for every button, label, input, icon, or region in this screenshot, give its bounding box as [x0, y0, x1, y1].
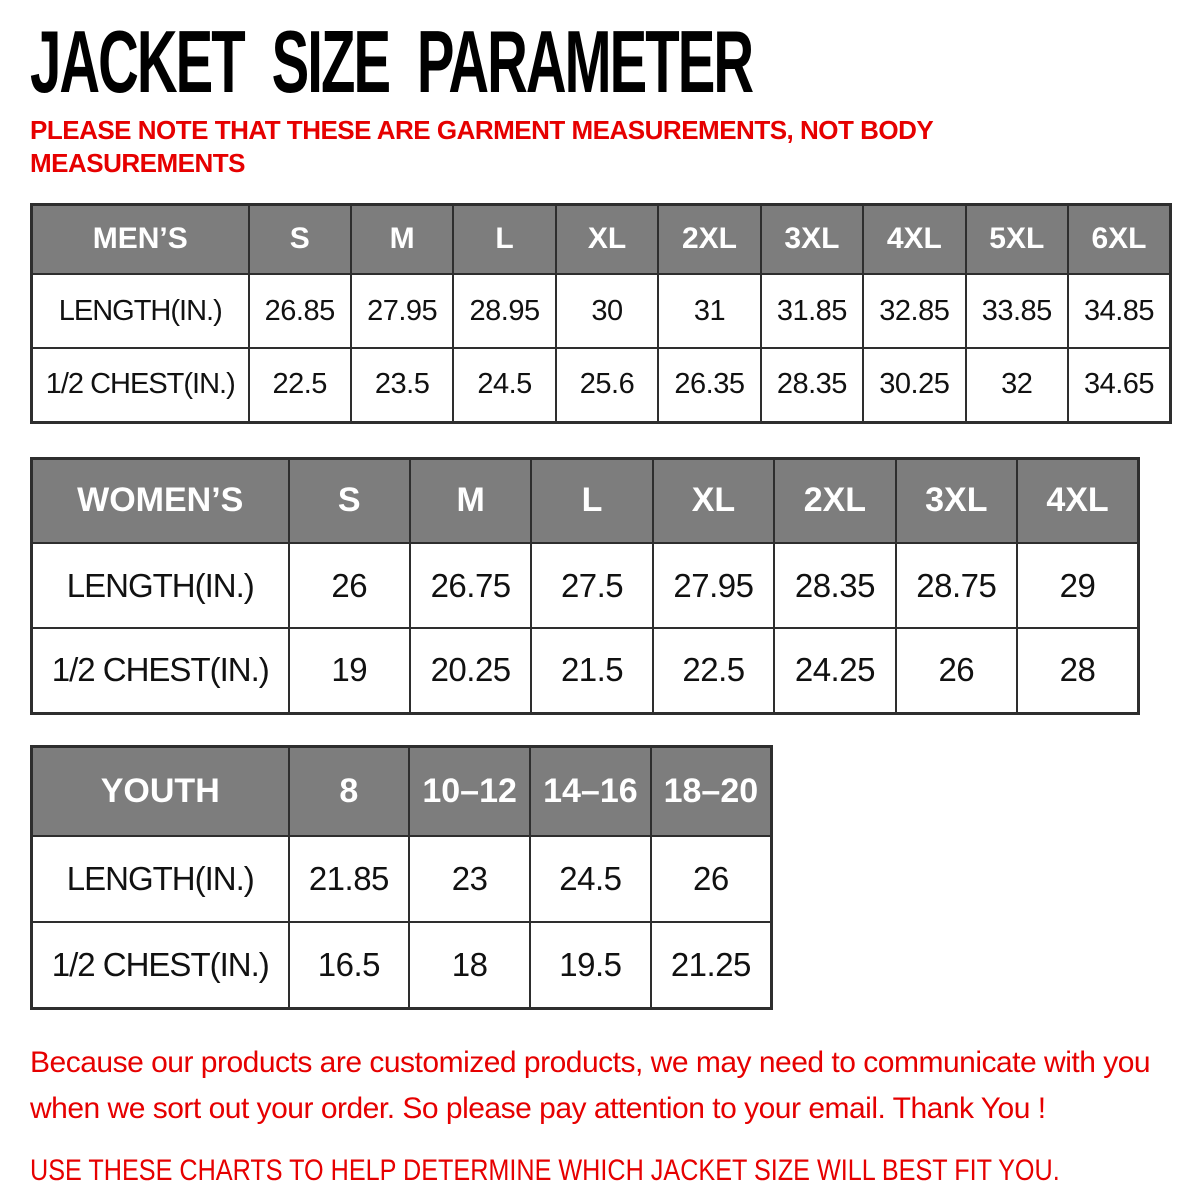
mens-header-row — [32, 204, 1171, 274]
womens-measurement-cell: 28.35 — [774, 543, 895, 628]
womens-header-row — [32, 458, 1139, 543]
mens-measurement-cell: 31 — [658, 274, 760, 348]
mens-measurement-cell: 32 — [966, 348, 1068, 422]
womens-measurement-cell: 26 — [289, 543, 410, 628]
womens-measurement-cell: 22.5 — [653, 628, 774, 713]
youth-row-label-cell: 1/2 CHEST(IN.) — [32, 922, 289, 1008]
womens-measurement-cell: 28.75 — [896, 543, 1017, 628]
womens-measurement-cell: 27.95 — [653, 543, 774, 628]
mens-measurement-cell: 34.85 — [1068, 274, 1171, 348]
mens-measurement-cell: 23.5 — [351, 348, 453, 422]
mens-measurement-cell: 28.95 — [453, 274, 555, 348]
chart-usage-notice: USE THESE CHARTS TO HELP DETERMINE WHICH JACKET SIZE WILL BEST FIT YOU. — [30, 1153, 1060, 1187]
womens-measurement-cell: 27.5 — [531, 543, 652, 628]
youth-measurement-cell: 24.5 — [530, 836, 651, 922]
womens-size-header-cell: 3XL — [896, 458, 1017, 543]
womens-measurement-cell: 28 — [1017, 628, 1138, 713]
womens-measurement-cell: 19 — [289, 628, 410, 713]
youth-measurement-cell: 21.25 — [651, 922, 772, 1008]
womens-measurement-cell: 20.25 — [410, 628, 531, 713]
womens-measurement-cell: 26.75 — [410, 543, 531, 628]
womens-table-title: WOMEN’S — [32, 458, 289, 543]
womens-row-label-cell: 1/2 CHEST(IN.) — [32, 628, 289, 713]
custom-order-notice: Because our products are customized products, we may need to communicate with you when we sort out your order. So please pay attention to your email. Thank You ! — [30, 1045, 1151, 1126]
youth-measurement-row — [32, 922, 772, 1008]
womens-size-header-cell: 2XL — [774, 458, 895, 543]
mens-measurement-row — [32, 274, 1171, 348]
mens-size-header-cell: M — [351, 204, 453, 274]
mens-size-header-cell: 4XL — [863, 204, 965, 274]
garment-measurement-note: PLEASE NOTE THAT THESE ARE GARMENT MEASUREMENTS, NOT BODY MEASUREMENTS — [30, 115, 933, 179]
mens-measurement-cell: 31.85 — [761, 274, 863, 348]
youth-measurement-cell: 19.5 — [530, 922, 651, 1008]
mens-row-label-cell: 1/2 CHEST(IN.) — [32, 348, 249, 422]
mens-measurement-cell: 33.85 — [966, 274, 1068, 348]
womens-measurement-row — [32, 543, 1139, 628]
mens-size-header-cell: 2XL — [658, 204, 760, 274]
womens-size-table — [30, 457, 1140, 715]
mens-measurement-cell: 34.65 — [1068, 348, 1171, 422]
page-title: JACKET SIZE PARAMETER — [30, 12, 753, 111]
youth-table-title: YOUTH — [32, 746, 289, 836]
mens-size-table — [30, 203, 1172, 424]
mens-measurement-cell: 24.5 — [453, 348, 555, 422]
youth-row-label-cell: LENGTH(IN.) — [32, 836, 289, 922]
womens-row-label-cell: LENGTH(IN.) — [32, 543, 289, 628]
mens-measurement-cell: 28.35 — [761, 348, 863, 422]
mens-measurement-cell: 32.85 — [863, 274, 965, 348]
womens-size-header-cell: S — [289, 458, 410, 543]
mens-measurement-cell: 30 — [556, 274, 658, 348]
mens-size-header-cell: 5XL — [966, 204, 1068, 274]
youth-measurement-cell: 26 — [651, 836, 772, 922]
mens-size-header-cell: XL — [556, 204, 658, 274]
youth-measurement-cell: 18 — [409, 922, 530, 1008]
youth-size-header-cell: 14–16 — [530, 746, 651, 836]
youth-measurement-cell: 16.5 — [289, 922, 410, 1008]
mens-size-header-cell: L — [453, 204, 555, 274]
womens-size-header-cell: 4XL — [1017, 458, 1138, 543]
youth-size-header-cell: 8 — [289, 746, 410, 836]
mens-measurement-row — [32, 348, 1171, 422]
womens-measurement-cell: 24.25 — [774, 628, 895, 713]
womens-measurement-row — [32, 628, 1139, 713]
womens-measurement-cell: 26 — [896, 628, 1017, 713]
mens-size-header-cell: 6XL — [1068, 204, 1171, 274]
mens-size-header-cell: S — [249, 204, 351, 274]
mens-measurement-cell: 26.85 — [249, 274, 351, 348]
youth-measurement-row — [32, 836, 772, 922]
womens-measurement-cell: 21.5 — [531, 628, 652, 713]
mens-table-title: MEN’S — [32, 204, 249, 274]
mens-measurement-cell: 22.5 — [249, 348, 351, 422]
youth-size-header-cell: 18–20 — [651, 746, 772, 836]
mens-measurement-cell: 30.25 — [863, 348, 965, 422]
mens-measurement-cell: 25.6 — [556, 348, 658, 422]
womens-size-header-cell: M — [410, 458, 531, 543]
youth-measurement-cell: 21.85 — [289, 836, 410, 922]
womens-measurement-cell: 29 — [1017, 543, 1138, 628]
mens-measurement-cell: 26.35 — [658, 348, 760, 422]
mens-row-label-cell: LENGTH(IN.) — [32, 274, 249, 348]
youth-header-row — [32, 746, 772, 836]
mens-measurement-cell: 27.95 — [351, 274, 453, 348]
youth-measurement-cell: 23 — [409, 836, 530, 922]
womens-size-header-cell: XL — [653, 458, 774, 543]
mens-size-header-cell: 3XL — [761, 204, 863, 274]
youth-size-header-cell: 10–12 — [409, 746, 530, 836]
youth-size-table — [30, 745, 773, 1010]
womens-size-header-cell: L — [531, 458, 652, 543]
